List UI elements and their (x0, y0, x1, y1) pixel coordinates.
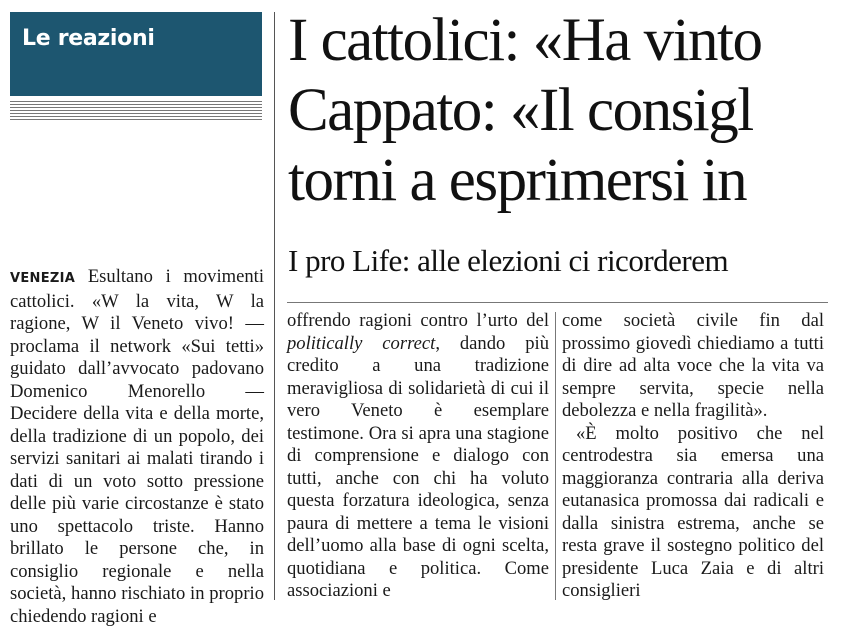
column-divider (274, 12, 275, 600)
article-column-1 (10, 266, 264, 627)
subhead: I pro Life: alle elezioni ci ricorderem (288, 243, 729, 278)
hatch-divider (10, 101, 262, 121)
column-2-text-a: offrendo ragioni contro l’urto del (287, 310, 549, 331)
columns-top-rule (287, 302, 828, 303)
section-label-box (10, 12, 262, 96)
column-1-text: Esultano i movimenti cattolici. «W la vita, W la ragione, W il Veneto vivo! — proclama il network «Sui tetti» guidato dall’avvocato padovano Domenico Menorello — Decidere della vita e della morte, della tradizione di un popolo, dei servizi sanitari ai malati tirando i dati di un voto sotto pressione delle più varie circostanze è stato uno spettacolo triste. Hanno brillato le persone che, in consiglio regionale e nella società, hanno rischiato in proprio chiedendo ragioni e (10, 266, 264, 627)
column-3-paragraph-2: «È molto positivo che nel centrodestra sia emersa una maggioranza contraria alla deriva eutanasica promossa dai radicali e dalla sinistra estrema, anche se resta grave il sostegno politico del presidente Luca Zaia e di altri consiglieri (562, 422, 824, 601)
headline-line-2: Cappato: «Il consigl (288, 77, 753, 144)
article-column-2 (287, 310, 549, 604)
dateline: VENEZIA (10, 271, 76, 286)
column-3-paragraph-1: come società civile fin dal prossimo giovedì chiediamo a tutti di dire ad alta voce che la vita va sempre servita, specie nella debolezza e nella fragilità». (562, 310, 824, 421)
headline-line-1: I cattolici: «Ha vinto (288, 7, 762, 74)
headline-line-3: torni a esprimersi in (288, 147, 747, 214)
section-label: Le reazioni (22, 26, 155, 51)
article-column-3 (562, 310, 824, 604)
inner-column-divider (555, 312, 556, 600)
column-2-italic: politically correct (287, 332, 436, 354)
headline (288, 6, 848, 216)
column-2-text-b: , dando più credito a una tradizione meravigliosa di solidarietà di cui il vero Veneto è esemplare testimone. Ora si apra una stagione di comprensione e dialogo con tutti, anche con chi ha voluto questa forzatura ideologica, senza paura di mettere a tema le visioni dell’uomo alla base di ogni scelta, quotidiana e politica. Come associazioni e (287, 332, 549, 601)
